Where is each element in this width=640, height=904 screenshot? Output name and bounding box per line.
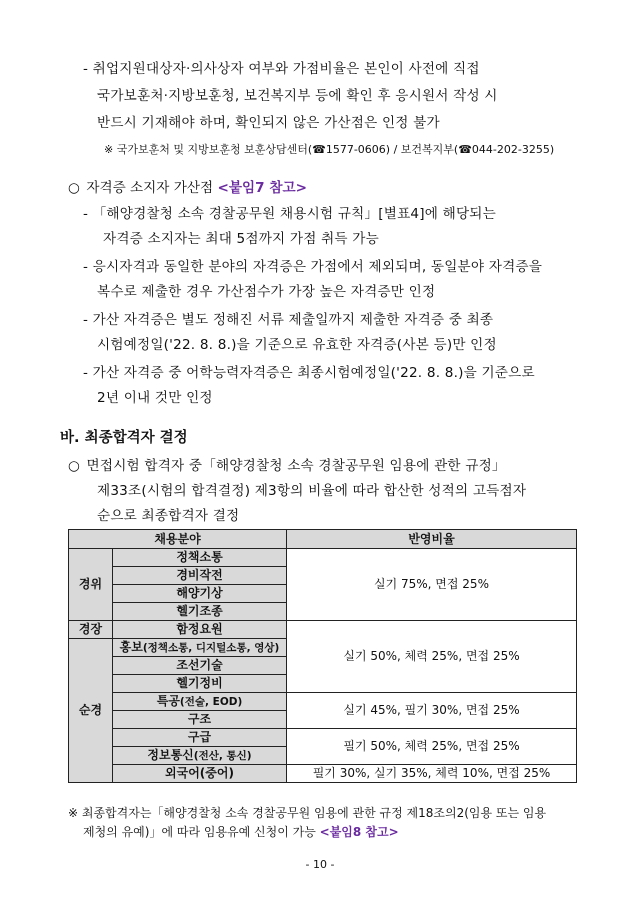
cert-bullet-4-line2: 2년 이내 것만 인정: [97, 390, 213, 406]
attachment8-ref: <붙임8 참고>: [319, 825, 399, 839]
page-number: - 10 -: [305, 858, 335, 871]
footnote-line2: [83, 822, 399, 842]
field-it-comm-label: 정보통신: [147, 747, 194, 762]
intro-bullet-line2: 국가보훈처·지방보훈청, 보건복지부 등에 확인 후 응시원서 작성 시: [97, 88, 498, 104]
group-gyeongwi: 경위: [69, 549, 113, 621]
table-row: [69, 765, 577, 783]
ratio-cell-3: 실기 45%, 필기 30%, 면접 25%: [287, 693, 577, 729]
group-gyeongjang: 경장: [69, 621, 113, 639]
cert-bullet-1-line2: 자격증 소지자는 최대 5점까지 가점 취득 가능: [103, 231, 379, 247]
field-special-ops-sub: (전술, EOD): [179, 695, 243, 708]
field-emt: 구급: [113, 729, 287, 747]
intro-bullet-line3: 반드시 기재해야 하며, 확인되지 않은 가산점은 인정 불가: [97, 115, 440, 131]
cert-bullet-4-line1: - 가산 자격증 중 어학능력자격증은 최종시험예정일('22. 8. 8.)을 기준으로: [83, 365, 535, 381]
final-text-line3: 순으로 최종합격자 결정: [97, 508, 240, 524]
group-sungyeong: 순경: [69, 639, 113, 783]
attachment7-ref: <붙임7 참고>: [217, 180, 307, 196]
ratio-cell-2: 실기 50%, 체력 25%, 면접 25%: [287, 621, 577, 693]
field-it-comm-sub: (전산, 통신): [193, 749, 252, 762]
field-helicopter-pilot: 헬기조종: [113, 603, 287, 621]
field-special-ops: [113, 693, 287, 711]
cert-section-title: [68, 178, 307, 198]
final-text-line1: [68, 456, 506, 476]
header-field: 채용분야: [69, 530, 287, 549]
header-ratio: 반영비율: [287, 530, 577, 549]
table-header-row: [69, 530, 577, 549]
circle-bullet-icon: ○: [68, 458, 81, 474]
field-policy-comm: 정책소통: [113, 549, 287, 567]
intro-bullet-line1: - 취업지원대상자·의사상자 여부와 가점비율은 본인이 사전에 직접: [83, 61, 480, 77]
field-pr: [113, 639, 287, 657]
final-text-line1-content: 면접시험 합격자 중「해양경찰청 소속 경찰공무원 임용에 관한 규정」: [86, 458, 506, 474]
cert-bullet-2-line1: - 응시자격과 동일한 분야의 자격증은 가점에서 제외되며, 동일분야 자격증을: [83, 259, 543, 275]
field-ship-engine: 함정요원: [113, 621, 287, 639]
table-row: [69, 693, 577, 711]
table-row: [69, 549, 577, 567]
footnote-line2-text: 제청의 유예)」에 따라 임용유예 신청이 가능: [83, 825, 316, 839]
final-section-heading: 바. 최종합격자 결정: [60, 430, 188, 446]
cert-bullet-3-line2: 시험예정일('22. 8. 8.)을 기준으로 유효한 자격증(사본 등)만 인정: [97, 337, 497, 353]
cert-title-text: 자격증 소지자 가산점: [86, 180, 214, 196]
final-text-line2: 제33조(시험의 합격결정) 제3항의 비율에 따라 합산한 성적의 고득점자: [97, 483, 527, 499]
table-row: [69, 729, 577, 747]
field-special-ops-label: 특공: [156, 693, 180, 708]
ratio-cell-4: 필기 50%, 체력 25%, 면접 25%: [287, 729, 577, 765]
field-marine-weather: 해양기상: [113, 585, 287, 603]
ratio-cell-1: 실기 75%, 면접 25%: [287, 549, 577, 621]
field-pr-label: 홍보: [119, 639, 143, 654]
footnote-line1: ※ 최종합격자는「해양경찰청 소속 경찰공무원 임용에 관한 규정 제18조의2(임용 또는 임용: [68, 806, 547, 820]
cert-bullet-3-line1: - 가산 자격증은 별도 정해진 서류 제출일까지 제출한 자격증 중 최종: [83, 312, 494, 328]
field-guard-ops: 경비작전: [113, 567, 287, 585]
ratio-cell-5: 필기 30%, 실기 35%, 체력 10%, 면접 25%: [287, 765, 577, 783]
field-shipbuilding: 조선기술: [113, 657, 287, 675]
cert-bullet-2-line2: 복수로 제출한 경우 가산점수가 가장 높은 자격증만 인정: [97, 284, 436, 300]
contact-note: ※ 국가보훈처 및 지방보훈청 보훈상담센터(☎1577-0606) / 보건복지부(☎044-202-3255): [104, 143, 555, 156]
field-foreign-lang: 외국어(중어): [113, 765, 287, 783]
table-row: [69, 621, 577, 639]
ratio-table: [68, 529, 577, 783]
field-rescue: 구조: [113, 711, 287, 729]
field-it-comm: [113, 747, 287, 765]
cert-bullet-1-line1: - 「해양경찰청 소속 경찰공무원 채용시험 규칙」[별표4]에 해당되는: [83, 206, 496, 222]
field-heli-maint: 헬기정비: [113, 675, 287, 693]
circle-bullet-icon: ○: [68, 180, 80, 196]
field-pr-sub: (정책소통, 디지털소통, 영상): [142, 641, 280, 654]
